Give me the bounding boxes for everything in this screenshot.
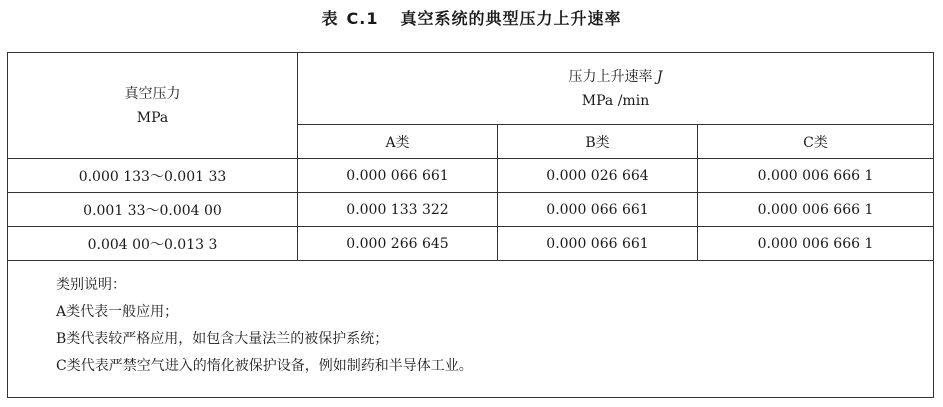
header-rise-rate-symbol: J <box>656 68 663 85</box>
cell-pressure-range: 0.001 33～0.004 00 <box>8 193 298 227</box>
pressure-rise-rate-table <box>7 52 934 398</box>
table-row <box>8 193 934 227</box>
cell-class-a: 0.000 066 661 <box>298 159 498 193</box>
table-title-prefix: 表 <box>321 9 339 28</box>
cell-class-b: 0.000 066 661 <box>498 193 698 227</box>
cell-class-b: 0.000 066 661 <box>498 227 698 261</box>
note-line: C类代表严禁空气进入的惰化被保护设备，例如制药和半导体工业。 <box>56 358 473 374</box>
header-rise-rate-label-line <box>298 65 933 89</box>
table-row <box>8 159 934 193</box>
note-line: B类代表较严格应用，如包含大量法兰的被保护系统； <box>56 331 389 347</box>
note-line: A类代表一般应用； <box>56 304 179 320</box>
cell-class-c: 0.000 006 666 1 <box>698 227 934 261</box>
header-vacuum-pressure-unit: MPa <box>136 109 169 126</box>
table-title <box>0 6 943 29</box>
cell-pressure-range: 0.004 00～0.013 3 <box>8 227 298 261</box>
cell-class-c: 0.000 006 666 1 <box>698 193 934 227</box>
notes-cell <box>8 261 934 398</box>
table-title-text: 真空系统的典型压力上升速率 <box>400 9 622 28</box>
header-rise-rate-label: 压力上升速率 <box>568 68 653 85</box>
header-vacuum-pressure <box>8 53 298 159</box>
header-class-b: B类 <box>498 125 698 159</box>
header-vacuum-pressure-label: 真空压力 <box>124 85 181 102</box>
header-rise-rate <box>298 53 934 125</box>
table-title-number: C.1 <box>346 9 379 28</box>
cell-class-a: 0.000 266 645 <box>298 227 498 261</box>
header-class-a: A类 <box>298 125 498 159</box>
table-row <box>8 227 934 261</box>
cell-class-c: 0.000 006 666 1 <box>698 159 934 193</box>
cell-class-b: 0.000 026 664 <box>498 159 698 193</box>
cell-pressure-range: 0.000 133～0.001 33 <box>8 159 298 193</box>
header-rise-rate-unit: MPa /min <box>581 92 650 109</box>
notes-heading: 类别说明： <box>56 277 126 293</box>
cell-class-a: 0.000 133 322 <box>298 193 498 227</box>
header-class-c: C类 <box>698 125 934 159</box>
